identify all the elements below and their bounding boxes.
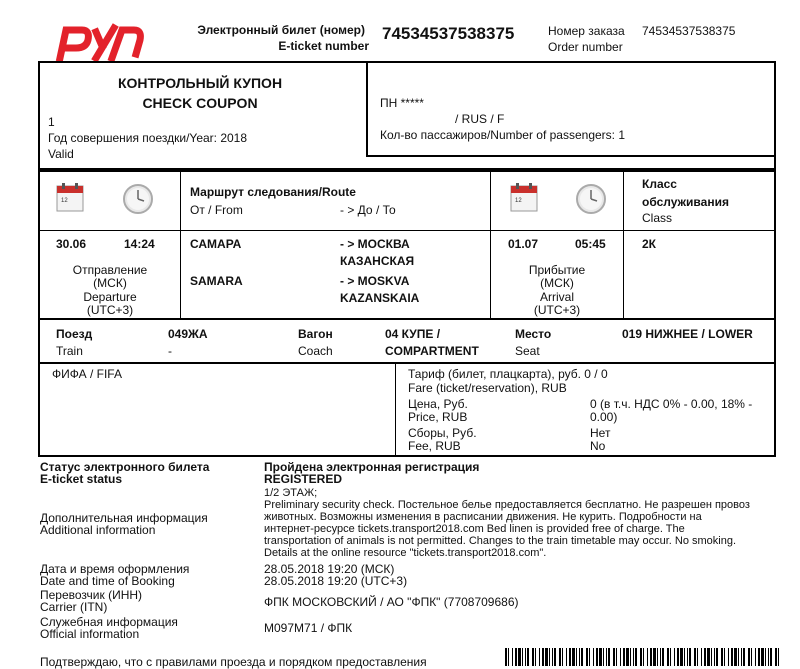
carrier-label-en: Carrier (ITN) bbox=[40, 600, 108, 614]
barcode-bar bbox=[539, 648, 540, 666]
border bbox=[38, 61, 40, 170]
svg-text:12: 12 bbox=[61, 198, 68, 204]
barcode-bar bbox=[770, 648, 772, 666]
barcode-bar bbox=[650, 648, 652, 666]
barcode-bar bbox=[667, 648, 669, 666]
border bbox=[366, 61, 368, 157]
barcode-bar bbox=[532, 648, 534, 666]
barcode-bar bbox=[542, 648, 544, 666]
passengers: Кол-во пассажиров/Number of passengers: 1 bbox=[380, 128, 626, 142]
additional-line: интернет-ресурсе tickets.transport2018.com Bed linen is provided free of charge. The bbox=[264, 523, 685, 535]
barcode-bar bbox=[721, 648, 723, 666]
border bbox=[774, 170, 776, 320]
train-value: 049ЖА bbox=[168, 327, 208, 341]
barcode-bar bbox=[586, 648, 588, 666]
barcode-bar bbox=[633, 648, 634, 666]
barcode-bar bbox=[761, 648, 764, 666]
price-ru: Цена, Руб. bbox=[408, 397, 468, 411]
border bbox=[38, 318, 776, 320]
seat-label-ru: Место bbox=[515, 327, 552, 341]
barcode-bar bbox=[734, 648, 737, 666]
barcode-bar bbox=[674, 648, 675, 666]
footer-text: Подтверждаю, что с правилами проезда и порядком предоставления bbox=[40, 655, 427, 669]
coach-label-ru: Вагон bbox=[298, 327, 333, 341]
carrier-label-ru: Перевозчик (ИНН) bbox=[40, 588, 143, 602]
additional-line: Details at the online resource "tickets.transport2018.com". bbox=[264, 547, 547, 559]
border bbox=[38, 455, 776, 457]
barcode-bar bbox=[579, 648, 580, 666]
price-value-2: 0.00) bbox=[590, 410, 618, 424]
barcode-bar bbox=[670, 648, 671, 666]
barcode-bar bbox=[704, 648, 706, 666]
citizenship: / RUS / F bbox=[455, 112, 505, 126]
barcode-bar bbox=[569, 648, 571, 666]
barcode-bar bbox=[743, 648, 745, 666]
from-en: SAMARA bbox=[190, 274, 243, 288]
barcode-bar bbox=[549, 648, 550, 666]
departure-date: 30.06 bbox=[56, 237, 87, 251]
additional-line: transportation of animals is not permitted. Changes to the train timetable may occur. No smoking. bbox=[264, 535, 737, 547]
coach-value-1: 04 КУПЕ / bbox=[385, 327, 441, 341]
barcode-bar bbox=[660, 648, 661, 666]
route-title: Маршрут следования/Route bbox=[190, 185, 356, 199]
coupon-title-en: CHECK COUPON bbox=[142, 95, 258, 111]
border bbox=[774, 362, 776, 457]
status-value-en: REGISTERED bbox=[264, 472, 343, 486]
class-label-1: Класс bbox=[642, 177, 677, 191]
barcode-bar bbox=[653, 648, 656, 666]
eticket-number: 74534537538375 bbox=[382, 24, 515, 43]
barcode-bar bbox=[768, 648, 769, 666]
additional-line: 1/2 ЭТАЖ; bbox=[264, 487, 318, 499]
barcode-bar bbox=[677, 648, 679, 666]
status-value-ru: Пройдена электронная регистрация bbox=[264, 460, 480, 474]
arrival-label-en: Arrival bbox=[539, 290, 574, 304]
route-from: От / From bbox=[190, 203, 243, 217]
border bbox=[38, 362, 40, 457]
barcode-bar bbox=[522, 648, 523, 666]
additional-line: Preliminary security check. Постельное белье предоставляется бесплатно. Не разрешен провоз bbox=[264, 499, 750, 511]
border bbox=[623, 170, 624, 320]
border bbox=[38, 318, 40, 364]
clock-icon bbox=[122, 183, 154, 215]
seat-value: 019 НИЖНЕЕ / LOWER bbox=[622, 327, 753, 341]
barcode-bar bbox=[554, 648, 556, 666]
arrival-time: 05:45 bbox=[575, 237, 606, 251]
barcode-bar bbox=[716, 648, 718, 666]
rzd-logo bbox=[52, 18, 144, 62]
barcode-bar bbox=[687, 648, 688, 666]
official-value: М097М71 / ФПК bbox=[264, 621, 353, 635]
booking-label-ru: Дата и время оформления bbox=[40, 562, 190, 576]
border bbox=[180, 170, 181, 320]
fifa: ФИФА / FIFA bbox=[52, 367, 122, 381]
additional-line: животных. Возможны изменения в расписании движения. Не курить. Подробности на bbox=[264, 511, 702, 523]
barcode-bar bbox=[505, 648, 507, 666]
svg-text:12: 12 bbox=[515, 198, 522, 204]
train-label-en: Train bbox=[56, 344, 83, 358]
barcode-bar bbox=[525, 648, 526, 666]
status-label-en: E-ticket status bbox=[40, 472, 123, 486]
barcode-bar bbox=[758, 648, 760, 666]
barcode-bar bbox=[684, 648, 685, 666]
barcode-bar bbox=[562, 648, 563, 666]
barcode-bar bbox=[599, 648, 602, 666]
barcode-bar bbox=[512, 648, 513, 666]
border bbox=[38, 362, 776, 364]
barcode-bar bbox=[751, 648, 752, 666]
route-to: - > До / То bbox=[340, 203, 396, 217]
order-label-ru: Номер заказа bbox=[548, 24, 625, 38]
border bbox=[38, 230, 776, 231]
border bbox=[366, 155, 776, 157]
barcode-bar bbox=[596, 648, 598, 666]
arrival-label-msk: (МСК) bbox=[540, 276, 574, 290]
coupon-year: Год совершения поездки/Year: 2018 bbox=[48, 131, 248, 145]
status-label-ru: Статус электронного билета bbox=[40, 460, 210, 474]
tariff-en: Fare (ticket/reservation), RUB bbox=[408, 381, 567, 395]
coupon-index: 1 bbox=[48, 115, 55, 129]
barcode-bar bbox=[623, 648, 625, 666]
barcode-bar bbox=[527, 648, 529, 666]
barcode-bar bbox=[711, 648, 712, 666]
barcode-bar bbox=[515, 648, 517, 666]
barcode-bar bbox=[616, 648, 617, 666]
additional-info bbox=[264, 487, 784, 559]
calendar-icon bbox=[56, 182, 84, 212]
from-ru: САМАРА bbox=[190, 237, 242, 251]
barcode-bar bbox=[689, 648, 691, 666]
additional-label-en: Additional information bbox=[40, 523, 156, 537]
border bbox=[490, 170, 491, 320]
booking-value-en: 28.05.2018 19:20 (UTC+3) bbox=[264, 574, 408, 588]
barcode-bar bbox=[657, 648, 658, 666]
to-en-2: KAZANSKAIA bbox=[340, 291, 420, 305]
seat-label-en: Seat bbox=[515, 344, 540, 358]
border bbox=[395, 362, 396, 457]
barcode-bar bbox=[731, 648, 733, 666]
barcode-bar bbox=[559, 648, 561, 666]
barcode-bar bbox=[728, 648, 729, 666]
barcode-bar bbox=[647, 648, 648, 666]
barcode-bar bbox=[755, 648, 756, 666]
barcode-bar bbox=[572, 648, 575, 666]
arrival-label-utc: (UTC+3) bbox=[533, 303, 581, 317]
eticket-label-ru: Электронный билет (номер) bbox=[197, 23, 365, 37]
barcode-bar bbox=[707, 648, 710, 666]
class-value: 2К bbox=[642, 237, 656, 251]
barcode-bar bbox=[738, 648, 739, 666]
barcode-bar bbox=[697, 648, 698, 666]
booking-label-en: Date and time of Booking bbox=[40, 574, 175, 588]
barcode-bar bbox=[626, 648, 629, 666]
border bbox=[38, 170, 776, 172]
barcode-bar bbox=[576, 648, 577, 666]
tariff-ru: Тариф (билет, плацкарта), руб. 0 / 0 bbox=[408, 367, 608, 381]
passport: ПН ***** bbox=[380, 96, 424, 110]
barcode-bar bbox=[643, 648, 644, 666]
barcode-bar bbox=[694, 648, 696, 666]
barcode-bar bbox=[593, 648, 594, 666]
eticket-label-en: E-ticket number bbox=[278, 39, 369, 53]
calendar-icon bbox=[510, 182, 538, 212]
barcode-bar bbox=[603, 648, 604, 666]
booking-value-ru: 28.05.2018 19:20 (МСК) bbox=[264, 562, 395, 576]
price-en: Price, RUB bbox=[408, 410, 468, 424]
barcode-bar bbox=[662, 648, 664, 666]
barcode-bar bbox=[608, 648, 610, 666]
order-label-en: Order number bbox=[548, 40, 623, 54]
barcode-bar bbox=[635, 648, 637, 666]
barcode-bar bbox=[748, 648, 750, 666]
barcode-bar bbox=[552, 648, 553, 666]
to-ru-2: КАЗАНСКАЯ bbox=[340, 254, 415, 268]
price-value-1: 0 (в т.ч. НДС 0% - 0.00, 18% - bbox=[590, 397, 753, 411]
fee-value-en: No bbox=[590, 439, 606, 453]
class-label-en: Class bbox=[642, 211, 673, 225]
fee-ru: Сборы, Руб. bbox=[408, 426, 477, 440]
to-ru-1: - > МОСКВА bbox=[340, 237, 410, 251]
official-label-en: Official information bbox=[40, 627, 140, 641]
barcode-bar bbox=[714, 648, 715, 666]
barcode-bar bbox=[640, 648, 642, 666]
barcode-bar bbox=[581, 648, 583, 666]
clock-icon bbox=[575, 183, 607, 215]
barcode-bar bbox=[680, 648, 683, 666]
coach-value-2: COMPARTMENT bbox=[385, 344, 479, 358]
barcode bbox=[505, 648, 780, 666]
additional-label-ru: Дополнительная информация bbox=[40, 511, 208, 525]
barcode-bar bbox=[606, 648, 607, 666]
barcode-graphic bbox=[505, 648, 780, 666]
barcode-bar bbox=[630, 648, 631, 666]
coupon-valid: Valid bbox=[48, 147, 74, 161]
barcode-bar bbox=[778, 648, 779, 666]
border bbox=[774, 318, 776, 364]
coupon-title-ru: КОНТРОЛЬНЫЙ КУПОН bbox=[117, 75, 283, 91]
barcode-bar bbox=[724, 648, 725, 666]
departure-label-en: Departure bbox=[83, 290, 137, 304]
train-value-2: - bbox=[168, 344, 172, 358]
carrier-value: ФПК МОСКОВСКИЙ / АО "ФПК" (7708709686) bbox=[264, 595, 519, 609]
barcode-bar bbox=[765, 648, 766, 666]
arrival-label-ru: Прибытие bbox=[528, 263, 586, 277]
train-label-ru: Поезд bbox=[56, 327, 93, 341]
departure-label-ru: Отправление bbox=[72, 263, 148, 277]
barcode-bar bbox=[508, 648, 509, 666]
fee-value-ru: Нет bbox=[590, 426, 611, 440]
order-number: 74534537538375 bbox=[642, 24, 736, 38]
border bbox=[38, 61, 776, 63]
arrival-date: 01.07 bbox=[508, 237, 539, 251]
barcode-bar bbox=[741, 648, 742, 666]
departure-label-utc: (UTC+3) bbox=[86, 303, 134, 317]
fee-en: Fee, RUB bbox=[408, 439, 461, 453]
class-label-2: обслуживания bbox=[642, 195, 729, 209]
barcode-bar bbox=[518, 648, 521, 666]
barcode-bar bbox=[613, 648, 615, 666]
to-en-1: - > MOSKVA bbox=[340, 274, 410, 288]
coach-label-en: Coach bbox=[298, 344, 333, 358]
departure-time: 14:24 bbox=[124, 237, 155, 251]
barcode-bar bbox=[589, 648, 590, 666]
official-label-ru: Служебная информация bbox=[40, 615, 178, 629]
barcode-bar bbox=[775, 648, 777, 666]
barcode-bar bbox=[701, 648, 702, 666]
barcode-bar bbox=[545, 648, 548, 666]
barcode-bar bbox=[535, 648, 536, 666]
barcode-bar bbox=[566, 648, 567, 666]
border bbox=[774, 61, 776, 170]
barcode-bar bbox=[620, 648, 621, 666]
departure-label-msk: (МСК) bbox=[93, 276, 127, 290]
